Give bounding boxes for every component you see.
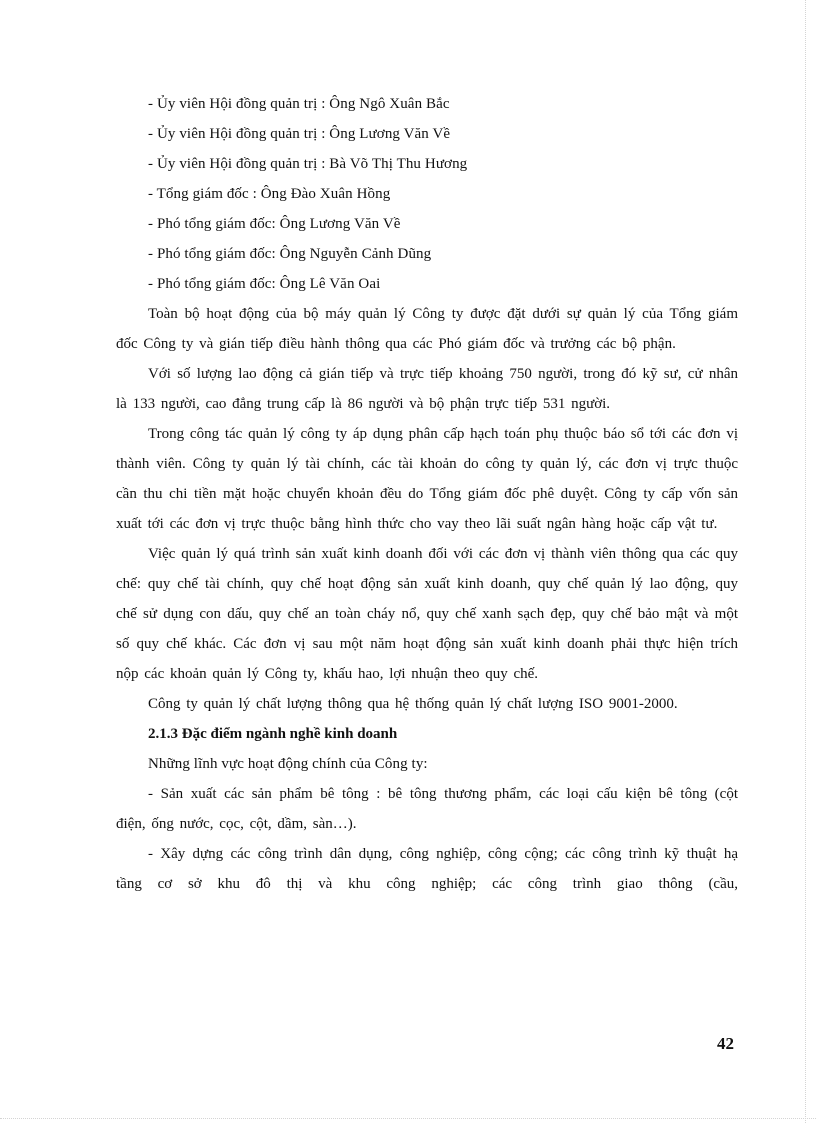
board-member-line: - Ủy viên Hội đồng quản trị : Bà Võ Thị Thu Hương <box>148 156 468 172</box>
page-edge-divider <box>805 0 806 1123</box>
board-member-line: - Ủy viên Hội đồng quản trị : Ông Lương Văn Về <box>148 126 451 142</box>
general-director-line: - Tổng giám đốc : Ông Đào Xuân Hồng <box>148 186 391 202</box>
paragraph-regulations: Việc quản lý quá trình sản xuất kinh doanh đối với các đơn vị thành viên thông qua các quy chế: quy chế tài chính, quy chế hoạt động sản xuất kinh doanh, quy chế quản lý lao động, quy chế sử dụng con dấu, quy chế an toàn cháy nổ, quy chế xanh sạch đẹp, quy chế bảo mật và một số quy chế khác. Các đơn vị sau một năm hoạt động sản xuất kinh doanh phải thực hiện trích nộp các khoản quản lý Công ty, khấu hao, lợi nhuận theo quy chế. <box>116 546 738 682</box>
section-intro: Những lĩnh vực hoạt động chính của Công ty: <box>148 756 428 772</box>
section-item: - Xây dựng các công trình dân dụng, công nghiệp, công cộng; các công trình kỹ thuật hạ tầng cơ sở khu đô thị và khu công nghiệp; các công trình giao thông (cầu, <box>116 846 738 892</box>
section-item: - Sản xuất các sản phẩm bê tông : bê tông thương phẩm, các loại cấu kiện bê tông (cột điện, ống nước, cọc, cột, dầm, sàn…). <box>116 786 738 832</box>
deputy-director-line: - Phó tổng giám đốc: Ông Nguyễn Cảnh Dũng <box>148 246 432 262</box>
paragraph-workforce: Với số lượng lao động cả gián tiếp và trực tiếp khoảng 750 người, trong đó kỹ sư, cử nhân là 133 người, cao đẳng trung cấp là 86 người và bộ phận trực tiếp 531 người. <box>116 366 738 412</box>
paragraph-management: Toàn bộ hoạt động của bộ máy quản lý Công ty được đặt dưới sự quản lý của Tổng giám đốc Công ty và gián tiếp điều hành thông qua các Phó giám đốc và trưởng các bộ phận. <box>116 306 738 352</box>
page-bottom-divider <box>0 1118 816 1119</box>
deputy-director-line: - Phó tổng giám đốc: Ông Lê Văn Oai <box>148 276 381 292</box>
board-member-line: - Ủy viên Hội đồng quản trị : Ông Ngô Xuân Bắc <box>148 96 450 112</box>
paragraph-quality: Công ty quản lý chất lượng thông qua hệ thống quản lý chất lượng ISO 9001-2000. <box>148 696 678 712</box>
paragraph-accounting: Trong công tác quản lý công ty áp dụng phân cấp hạch toán phụ thuộc báo sổ tới các đơn vị thành viên. Công ty quản lý tài chính, các tài khoản do công ty quản lý, các đơn vị trực thuộc cần thu chi tiền mặt hoặc chuyển khoản đều do Tổng giám đốc phê duyệt. Công ty cấp vốn sản xuất tới các đơn vị trực thuộc bằng hình thức cho vay theo lãi suất ngân hàng hoặc cấp vật tư. <box>116 426 738 532</box>
deputy-director-line: - Phó tổng giám đốc: Ông Lương Văn Về <box>148 216 401 232</box>
page-content <box>116 89 738 899</box>
page-number: 42 <box>717 1034 734 1053</box>
section-heading: 2.1.3 Đặc điểm ngành nghề kinh doanh <box>148 726 398 742</box>
